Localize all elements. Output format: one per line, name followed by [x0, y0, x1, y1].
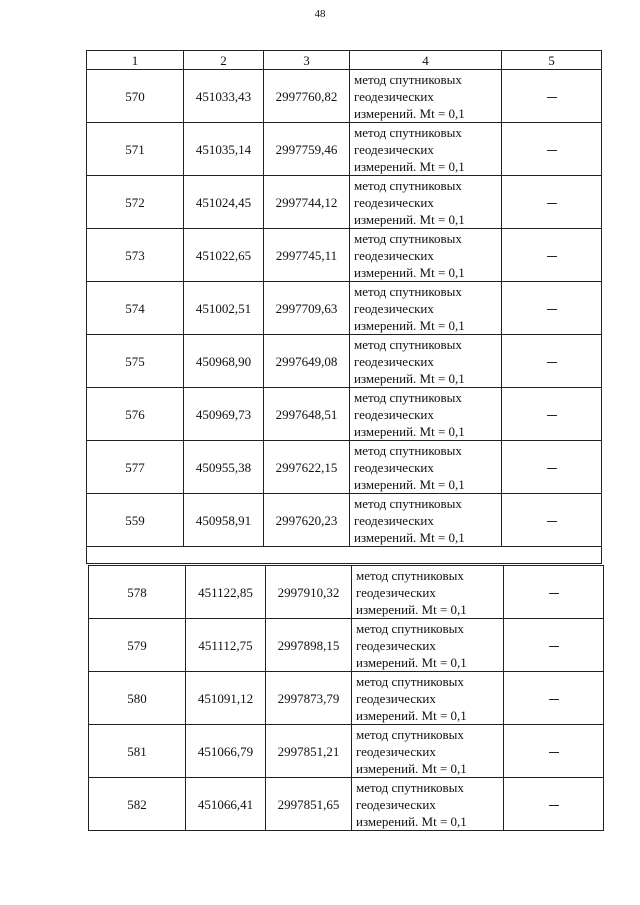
method-line: геодезических: [354, 247, 434, 263]
method-line: геодезических: [354, 194, 434, 210]
dash-mark: [547, 415, 557, 416]
y-coordinate-cell: 2997648,51: [264, 388, 350, 441]
method-line: метод спутниковых: [354, 283, 462, 299]
method-line: геодезических: [356, 796, 436, 812]
method-line: измерений. Mt = 0,1: [354, 476, 465, 492]
method-line: метод спутниковых: [354, 495, 462, 511]
header-cell: 5: [502, 51, 602, 70]
note-cell: [502, 441, 602, 494]
table-row: [87, 229, 602, 282]
note-cell: [502, 123, 602, 176]
method-line: метод спутниковых: [356, 726, 464, 742]
y-coordinate-cell: 2997851,65: [266, 778, 352, 831]
method-line: измерений. Mt = 0,1: [356, 813, 467, 829]
separator-row: [87, 547, 602, 564]
page-number: 48: [314, 8, 326, 20]
y-coordinate-cell: 2997851,21: [266, 725, 352, 778]
x-coordinate-cell: 450958,91: [184, 494, 264, 547]
method-line: измерений. Mt = 0,1: [356, 601, 467, 617]
header-cell: 1: [87, 51, 184, 70]
note-cell: [502, 282, 602, 335]
method-line: геодезических: [356, 690, 436, 706]
method-line: геодезических: [356, 637, 436, 653]
method-line: измерений. Mt = 0,1: [354, 370, 465, 386]
x-coordinate-cell: 451024,45: [184, 176, 264, 229]
method-line: геодезических: [354, 300, 434, 316]
method-line: геодезических: [354, 406, 434, 422]
dash-mark: [547, 256, 557, 257]
method-line: измерений. Mt = 0,1: [354, 529, 465, 545]
method-cell: [352, 566, 504, 619]
point-number-cell: 574: [87, 282, 184, 335]
separator-cell: [87, 547, 602, 564]
x-coordinate-cell: 450968,90: [184, 335, 264, 388]
header-cell: 4: [350, 51, 502, 70]
table-row: [89, 566, 604, 619]
dash-mark: [547, 203, 557, 204]
y-coordinate-cell: 2997759,46: [264, 123, 350, 176]
method-line: метод спутниковых: [354, 71, 462, 87]
method-line: геодезических: [354, 512, 434, 528]
note-cell: [504, 672, 604, 725]
method-cell: [352, 619, 504, 672]
point-number-cell: 559: [87, 494, 184, 547]
y-coordinate-cell: 2997873,79: [266, 672, 352, 725]
x-coordinate-cell: 451066,41: [186, 778, 266, 831]
method-line: метод спутниковых: [356, 673, 464, 689]
method-line: измерений. Mt = 0,1: [354, 211, 465, 227]
coordinates-table: [86, 50, 602, 564]
method-line: измерений. Mt = 0,1: [354, 105, 465, 121]
note-cell: [504, 619, 604, 672]
x-coordinate-cell: 451066,79: [186, 725, 266, 778]
dash-mark: [549, 752, 559, 753]
y-coordinate-cell: 2997709,63: [264, 282, 350, 335]
point-number-cell: 579: [89, 619, 186, 672]
method-line: метод спутниковых: [356, 567, 464, 583]
note-cell: [502, 176, 602, 229]
dash-mark: [549, 699, 559, 700]
method-cell: [352, 778, 504, 831]
header-row: [87, 51, 602, 70]
header-cell: 3: [264, 51, 350, 70]
x-coordinate-cell: 451035,14: [184, 123, 264, 176]
method-cell: [350, 335, 502, 388]
note-cell: [502, 335, 602, 388]
point-number-cell: 580: [89, 672, 186, 725]
method-line: геодезических: [354, 88, 434, 104]
table-row: [89, 725, 604, 778]
y-coordinate-cell: 2997649,08: [264, 335, 350, 388]
table-row: [87, 494, 602, 547]
method-cell: [350, 388, 502, 441]
table-row: [87, 441, 602, 494]
method-line: измерений. Mt = 0,1: [356, 707, 467, 723]
method-line: метод спутниковых: [354, 230, 462, 246]
method-cell: [350, 441, 502, 494]
dash-mark: [547, 150, 557, 151]
method-line: метод спутниковых: [356, 779, 464, 795]
method-cell: [352, 725, 504, 778]
table-row: [89, 778, 604, 831]
y-coordinate-cell: 2997622,15: [264, 441, 350, 494]
note-cell: [504, 778, 604, 831]
note-cell: [502, 388, 602, 441]
method-cell: [350, 176, 502, 229]
dash-mark: [547, 362, 557, 363]
method-line: измерений. Mt = 0,1: [354, 423, 465, 439]
table-row: [89, 672, 604, 725]
method-line: метод спутниковых: [354, 442, 462, 458]
table-row: [89, 619, 604, 672]
method-line: измерений. Mt = 0,1: [354, 264, 465, 280]
method-line: геодезических: [356, 584, 436, 600]
y-coordinate-cell: 2997620,23: [264, 494, 350, 547]
point-number-cell: 575: [87, 335, 184, 388]
dash-mark: [549, 805, 559, 806]
note-cell: [504, 566, 604, 619]
method-line: геодезических: [354, 141, 434, 157]
table-row: [87, 70, 602, 123]
method-cell: [350, 70, 502, 123]
dash-mark: [547, 97, 557, 98]
header-cell: 2: [184, 51, 264, 70]
point-number-cell: 573: [87, 229, 184, 282]
method-line: метод спутниковых: [354, 336, 462, 352]
method-line: измерений. Mt = 0,1: [356, 760, 467, 776]
method-cell: [350, 123, 502, 176]
y-coordinate-cell: 2997744,12: [264, 176, 350, 229]
method-line: геодезических: [354, 459, 434, 475]
point-number-cell: 582: [89, 778, 186, 831]
point-number-cell: 577: [87, 441, 184, 494]
x-coordinate-cell: 450969,73: [184, 388, 264, 441]
y-coordinate-cell: 2997745,11: [264, 229, 350, 282]
point-number-cell: 578: [89, 566, 186, 619]
method-line: измерений. Mt = 0,1: [354, 317, 465, 333]
table-row: [87, 388, 602, 441]
x-coordinate-cell: 451112,75: [186, 619, 266, 672]
point-number-cell: 581: [89, 725, 186, 778]
point-number-cell: 570: [87, 70, 184, 123]
note-cell: [502, 494, 602, 547]
x-coordinate-cell: 451122,85: [186, 566, 266, 619]
method-line: метод спутниковых: [356, 620, 464, 636]
dash-mark: [547, 309, 557, 310]
y-coordinate-cell: 2997760,82: [264, 70, 350, 123]
method-line: метод спутниковых: [354, 389, 462, 405]
method-cell: [350, 282, 502, 335]
x-coordinate-cell: 451033,43: [184, 70, 264, 123]
table-row: [87, 176, 602, 229]
point-number-cell: 572: [87, 176, 184, 229]
coordinates-table-continued: [88, 565, 604, 831]
note-cell: [502, 70, 602, 123]
dash-mark: [547, 521, 557, 522]
table-row: [87, 335, 602, 388]
method-line: геодезических: [354, 353, 434, 369]
note-cell: [502, 229, 602, 282]
method-cell: [350, 229, 502, 282]
method-line: метод спутниковых: [354, 124, 462, 140]
dash-mark: [549, 646, 559, 647]
point-number-cell: 576: [87, 388, 184, 441]
method-line: измерений. Mt = 0,1: [354, 158, 465, 174]
y-coordinate-cell: 2997910,32: [266, 566, 352, 619]
method-line: измерений. Mt = 0,1: [356, 654, 467, 670]
x-coordinate-cell: 450955,38: [184, 441, 264, 494]
note-cell: [504, 725, 604, 778]
method-cell: [350, 494, 502, 547]
dash-mark: [549, 593, 559, 594]
table-row: [87, 123, 602, 176]
x-coordinate-cell: 451022,65: [184, 229, 264, 282]
x-coordinate-cell: 451091,12: [186, 672, 266, 725]
table-row: [87, 282, 602, 335]
point-number-cell: 571: [87, 123, 184, 176]
dash-mark: [547, 468, 557, 469]
x-coordinate-cell: 451002,51: [184, 282, 264, 335]
method-line: метод спутниковых: [354, 177, 462, 193]
method-cell: [352, 672, 504, 725]
method-line: геодезических: [356, 743, 436, 759]
y-coordinate-cell: 2997898,15: [266, 619, 352, 672]
